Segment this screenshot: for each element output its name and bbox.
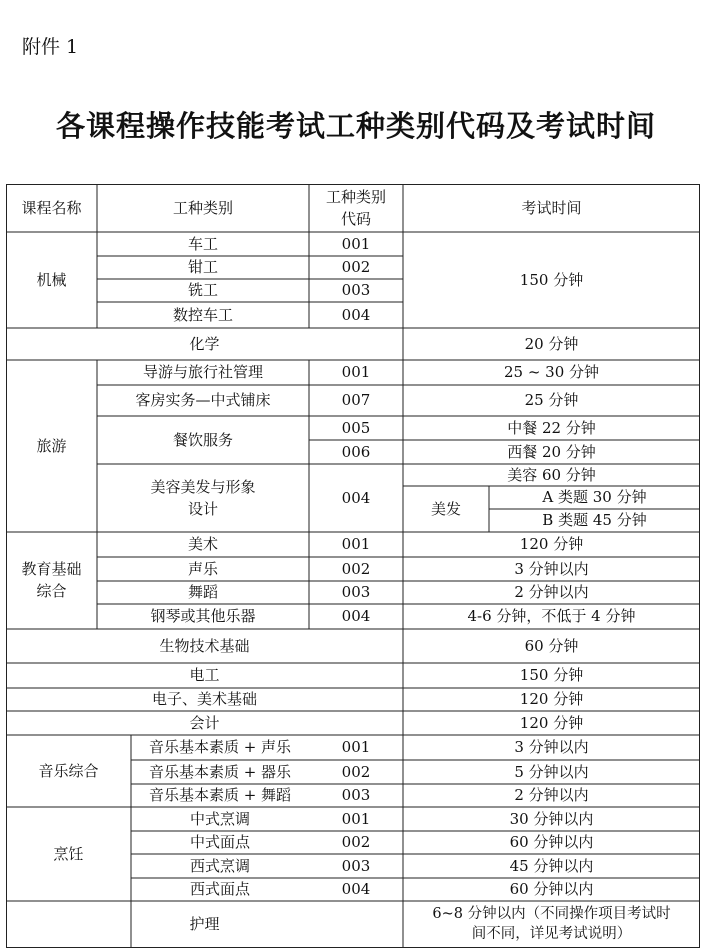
time-cell: 4-6 分钟，不低于 4 分钟 xyxy=(467,607,636,626)
course-jiaoyu-line1: 教育基础 xyxy=(21,559,82,578)
trade-cell: 数控车工 xyxy=(172,305,233,324)
course-pengren: 烹饪 xyxy=(53,844,84,863)
time-cell: 120 分钟 xyxy=(519,690,584,709)
time-cell: 5 分钟以内 xyxy=(514,762,589,781)
course-jixie: 机械 xyxy=(36,270,67,289)
code-cell: 007 xyxy=(341,391,371,410)
trade-cell: 西式烹调 xyxy=(189,856,250,875)
trade-cell: 客房实务—中式铺床 xyxy=(135,391,271,410)
trade-cell: 铣工 xyxy=(187,281,218,300)
time-cell: 120 分钟 xyxy=(519,535,584,554)
trade-cell: 美术 xyxy=(187,535,218,554)
trade-cell: 西式面点 xyxy=(189,880,250,899)
code-cell: 004 xyxy=(341,880,371,899)
code-cell: 003 xyxy=(341,583,371,602)
time-cell: 120 分钟 xyxy=(519,713,584,732)
code-cell: 001 xyxy=(341,535,371,554)
time-cell: 中餐 22 分钟 xyxy=(507,418,596,437)
time-cell: 150 分钟 xyxy=(519,666,584,685)
code-cell: 003 xyxy=(341,786,371,805)
trade-cell: 导游与旅行社管理 xyxy=(142,363,263,382)
code-cell: 002 xyxy=(341,258,371,277)
page-title: 各课程操作技能考试工种类别代码及考试时间 xyxy=(55,109,656,143)
code-cell: 005 xyxy=(341,418,371,437)
time-cell: 西餐 20 分钟 xyxy=(507,442,596,461)
code-cell: 004 xyxy=(341,305,371,324)
time-cell: 3 分钟以内 xyxy=(514,738,589,757)
time-cell: 25 ~ 30 分钟 xyxy=(503,363,600,382)
trade-cell: 中式烹调 xyxy=(189,809,250,828)
code-cell: 002 xyxy=(341,762,371,781)
time-cell: 30 分钟以内 xyxy=(509,809,594,828)
code-cell: 001 xyxy=(341,738,371,757)
header-time: 考试时间 xyxy=(521,198,582,217)
course-dianzi: 电子、美术基础 xyxy=(151,690,257,709)
course-jiaoyu-line2: 综合 xyxy=(36,581,67,600)
exam-table xyxy=(6,184,700,948)
time-cell: 3 分钟以内 xyxy=(514,559,589,578)
code-cell: 003 xyxy=(341,281,371,300)
time-cell: 2 分钟以内 xyxy=(514,583,589,602)
time-cell: A 类题 30 分钟 xyxy=(542,488,647,507)
course-diangong: 电工 xyxy=(189,666,220,685)
code-cell: 006 xyxy=(341,442,371,461)
trade-cell: 钳工 xyxy=(187,258,218,277)
trade-cell-line1: 美容美发与形象 xyxy=(150,477,256,496)
trade-cell: 车工 xyxy=(187,234,218,253)
course-huaxue: 化学 xyxy=(189,334,220,353)
time-cell: 60 分钟以内 xyxy=(509,880,594,899)
time-cell: 150 分钟 xyxy=(519,270,584,289)
course-shengwu: 生物技术基础 xyxy=(159,636,250,655)
code-cell: 004 xyxy=(341,488,371,507)
trade-cell: 餐饮服务 xyxy=(172,430,233,449)
course-kuaiji: 会计 xyxy=(189,713,220,732)
hair-label: 美发 xyxy=(430,499,461,518)
code-cell: 001 xyxy=(341,363,371,382)
trade-cell: 音乐基本素质 + 声乐 xyxy=(148,738,292,757)
code-cell: 001 xyxy=(341,809,371,828)
time-cell: 45 分钟以内 xyxy=(509,856,594,875)
time-cell: B 类题 45 分钟 xyxy=(542,511,647,530)
header-course: 课程名称 xyxy=(21,198,82,217)
trade-cell: 声乐 xyxy=(187,559,218,578)
course-lvyou: 旅游 xyxy=(36,436,67,455)
time-cell-line1: 6~8 分钟以内（不同操作项目考试时 xyxy=(432,905,671,922)
trade-cell: 音乐基本素质 + 舞蹈 xyxy=(148,786,292,805)
trade-cell: 钢琴或其他乐器 xyxy=(150,607,256,626)
time-cell-line2: 间不同，详见考试说明） xyxy=(471,925,632,942)
code-cell: 004 xyxy=(341,607,371,626)
header-trade: 工种类别 xyxy=(172,198,233,217)
trade-cell: 中式面点 xyxy=(189,833,250,852)
header-code-line2: 代码 xyxy=(340,209,371,228)
time-cell: 60 分钟以内 xyxy=(509,833,594,852)
trade-cell: 舞蹈 xyxy=(187,583,218,602)
time-cell: 60 分钟 xyxy=(524,636,579,655)
time-cell: 美容 60 分钟 xyxy=(507,465,596,484)
code-cell: 002 xyxy=(341,833,371,852)
course-huli: 护理 xyxy=(189,915,220,934)
time-cell: 20 分钟 xyxy=(524,334,579,353)
code-cell: 001 xyxy=(341,234,371,253)
code-cell: 002 xyxy=(341,559,371,578)
code-cell: 003 xyxy=(341,856,371,875)
trade-cell-line2: 设计 xyxy=(187,499,218,518)
trade-cell: 音乐基本素质 + 器乐 xyxy=(148,762,292,781)
time-cell: 25 分钟 xyxy=(524,391,579,410)
time-cell: 2 分钟以内 xyxy=(514,786,589,805)
attachment-label: 附件 1 xyxy=(22,36,79,58)
header-code-line1: 工种类别 xyxy=(325,187,386,206)
course-yinyue: 音乐综合 xyxy=(38,761,99,780)
